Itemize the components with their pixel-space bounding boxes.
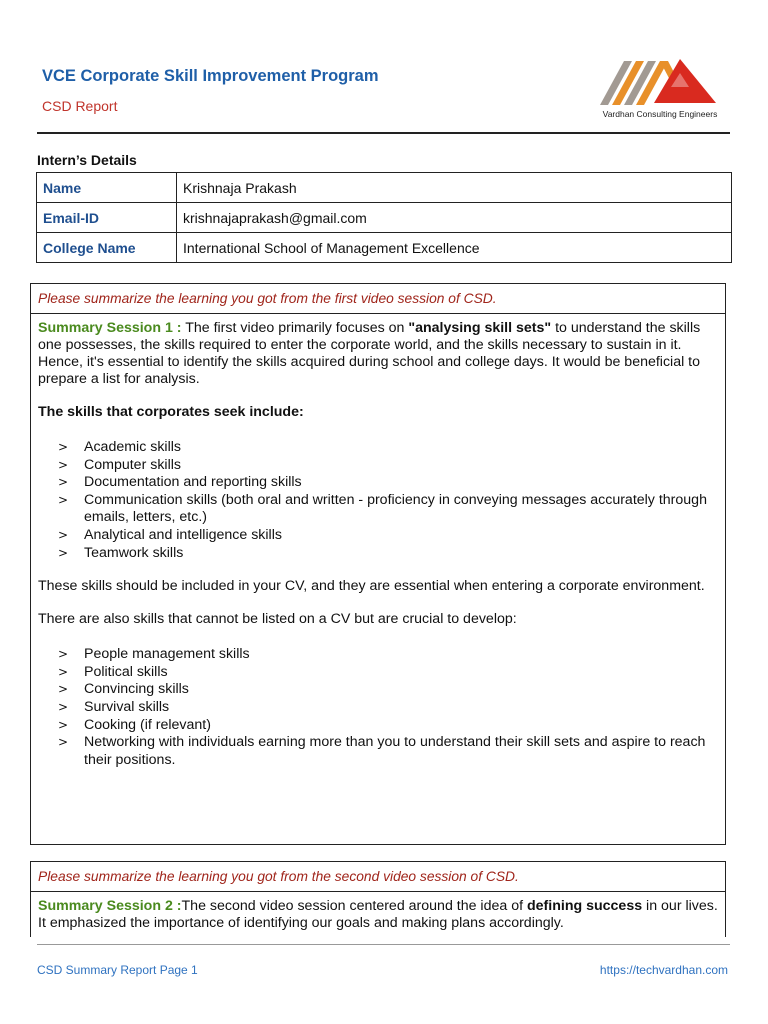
session-2-box bbox=[30, 861, 726, 937]
session-1-label: Summary Session 1 : bbox=[38, 320, 182, 336]
session-2-text-b: in our lives. It emphasized the importance of identifying our goals and making plans accordingly. bbox=[38, 898, 718, 931]
other-skills-paragraph: There are also skills that cannot be listed on a CV but are crucial to develop: bbox=[38, 611, 517, 628]
list-item: > Political skills bbox=[58, 663, 168, 680]
session-1-prompt: Please summarize the learning you got from the first video session of CSD. bbox=[31, 284, 725, 314]
table-row bbox=[37, 233, 732, 263]
session-1-intro-a: The first video primarily focuses on bbox=[181, 320, 409, 336]
list-item: > Analytical and intelligence skills bbox=[58, 526, 282, 543]
logo-mark-icon bbox=[600, 59, 716, 105]
intern-details-table bbox=[36, 172, 732, 263]
session-2-text-bold: defining success bbox=[526, 898, 643, 914]
report-subtitle: CSD Report bbox=[42, 98, 118, 114]
session-1-content bbox=[31, 314, 725, 775]
college-label: College Name bbox=[37, 233, 177, 263]
session-2-prompt: Please summarize the learning you got from the second video session of CSD. bbox=[31, 862, 725, 892]
session-2-content bbox=[31, 892, 725, 938]
skills-heading: The skills that corporates seek include: bbox=[38, 404, 304, 420]
list-item: > Convincing skills bbox=[58, 681, 189, 698]
interns-details-heading: Intern’s Details bbox=[37, 152, 137, 168]
bullet-icon: > bbox=[58, 457, 69, 472]
bullet-icon: > bbox=[58, 492, 69, 507]
bullet-icon: > bbox=[58, 545, 69, 560]
email-value: krishnajaprakash@gmail.com bbox=[177, 203, 732, 233]
table-row bbox=[37, 203, 732, 233]
program-title: VCE Corporate Skill Improvement Program bbox=[42, 67, 379, 85]
cv-paragraph: These skills should be included in your CV, and they are essential when entering a corporate environment. bbox=[38, 578, 705, 595]
header-divider bbox=[37, 132, 730, 134]
session-1-intro bbox=[38, 320, 718, 388]
list-item: > Academic skills bbox=[58, 439, 181, 455]
soft-skills-list bbox=[38, 646, 718, 769]
bullet-icon: > bbox=[58, 527, 69, 542]
email-label: Email-ID bbox=[37, 203, 177, 233]
list-item: > Communication skills (both oral and written - proficiency in conveying messages accurately through emails, letters, etc.) bbox=[58, 491, 707, 526]
name-label: Name bbox=[37, 173, 177, 203]
name-value: Krishnaja Prakash bbox=[177, 173, 732, 203]
session-2-text bbox=[38, 898, 718, 932]
list-item: > Networking with individuals earning more than you to understand their skill sets and aspire to reach their positions. bbox=[58, 734, 706, 768]
list-item: > Documentation and reporting skills bbox=[58, 474, 302, 491]
list-item: > People management skills bbox=[58, 646, 250, 663]
bullet-icon: > bbox=[58, 475, 69, 490]
footer-divider bbox=[37, 944, 730, 945]
list-item: > Computer skills bbox=[58, 456, 181, 473]
table-row bbox=[37, 173, 732, 203]
footer-page-label: CSD Summary Report Page 1 bbox=[37, 963, 198, 977]
session-1-intro-b: to understand the skills one possesses, the skills required to enter the corporate world, and the skills necessary to sustain in it. Hence, it's essential to identify the skills acquired during school and college days. It would be beneficial to prepare a list for analysis. bbox=[38, 320, 701, 387]
college-value: International School of Management Excellence bbox=[177, 233, 732, 263]
list-item: > Teamwork skills bbox=[58, 544, 184, 561]
bullet-icon: > bbox=[58, 664, 69, 679]
list-item: > Cooking (if relevant) bbox=[58, 716, 211, 733]
bullet-icon: > bbox=[58, 735, 69, 750]
list-item: > Survival skills bbox=[58, 698, 170, 715]
bullet-icon: > bbox=[58, 699, 69, 714]
bullet-icon: > bbox=[58, 717, 69, 732]
bullet-icon: > bbox=[58, 440, 69, 454]
bullet-icon: > bbox=[58, 682, 69, 697]
session-2-label: Summary Session 2 : bbox=[38, 898, 182, 914]
logo-company-name: Vardhan Consulting Engineers bbox=[602, 109, 718, 119]
corporate-skills-list bbox=[38, 439, 718, 562]
footer-website-link[interactable]: https://techvardhan.com bbox=[599, 963, 728, 977]
session-1-intro-bold: "analysing skill sets" bbox=[408, 320, 552, 336]
session-1-box bbox=[30, 283, 726, 845]
session-2-text-a: The second video session centered around the idea of bbox=[181, 898, 527, 914]
bullet-icon: > bbox=[58, 647, 69, 662]
